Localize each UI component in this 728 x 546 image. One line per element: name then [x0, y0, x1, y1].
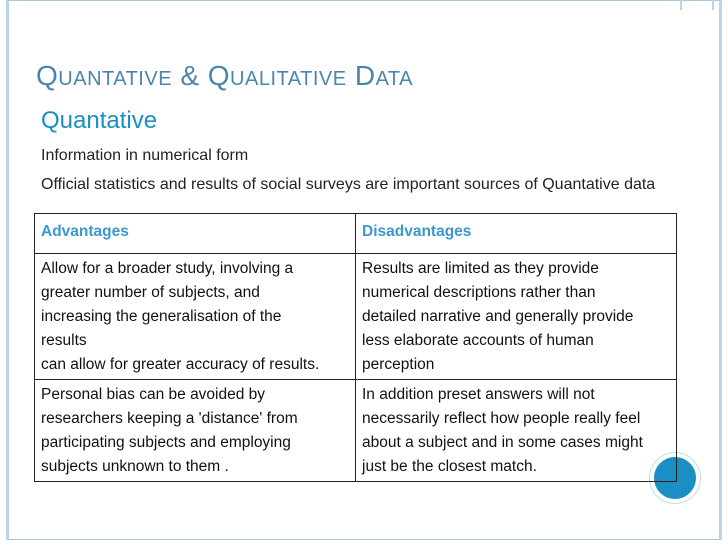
disadvantage-cell — [356, 380, 677, 482]
cell-line: In addition preset answers will not — [362, 386, 595, 403]
advantage-cell — [35, 380, 356, 482]
cell-line: Personal bias can be avoided by — [41, 386, 266, 403]
cell-line: Allow for a broader study, involving a — [41, 260, 294, 277]
cell-line: greater number of subjects, and — [41, 284, 260, 301]
cell-line: participating subjects and employing — [41, 434, 291, 451]
top-decoration — [680, 0, 714, 10]
cell-line: detailed narrative and generally provide — [362, 308, 634, 325]
table-row — [35, 254, 677, 380]
cell-line: perception — [362, 356, 435, 373]
header-disadvantages: Disadvantages — [356, 214, 677, 254]
slide-title — [36, 60, 413, 92]
cell-line: necessarily reflect how people really feel — [362, 410, 641, 427]
header-advantages: Advantages — [35, 214, 356, 254]
title-text: Quantative & Qualitative Data — [36, 60, 413, 91]
cell-line: just be the closest match. — [362, 458, 537, 475]
section-subtitle: Quantative — [41, 107, 158, 134]
disadvantage-cell — [356, 254, 677, 380]
cell-line: about a subject and in some cases might — [362, 434, 643, 451]
cell-line: increasing the generalisation of the — [41, 308, 282, 325]
cell-line: less elaborate accounts of human — [362, 332, 594, 349]
advantages-table — [34, 213, 677, 482]
cell-line: results — [41, 332, 87, 349]
bullet-sources: Official statistics and results of social surveys are important sources of Quantative data — [41, 176, 656, 193]
table-header-row — [35, 214, 677, 254]
cell-line: can allow for greater accuracy of results. — [41, 356, 320, 373]
bullet-numerical: Information in numerical form — [41, 147, 249, 164]
cell-line: numerical descriptions rather than — [362, 284, 596, 301]
cell-line: researchers keeping a 'distance' from — [41, 410, 298, 427]
cell-line: Results are limited as they provide — [362, 260, 599, 277]
table-row — [35, 380, 677, 482]
cell-line: subjects unknown to them . — [41, 458, 229, 475]
advantage-cell — [35, 254, 356, 380]
